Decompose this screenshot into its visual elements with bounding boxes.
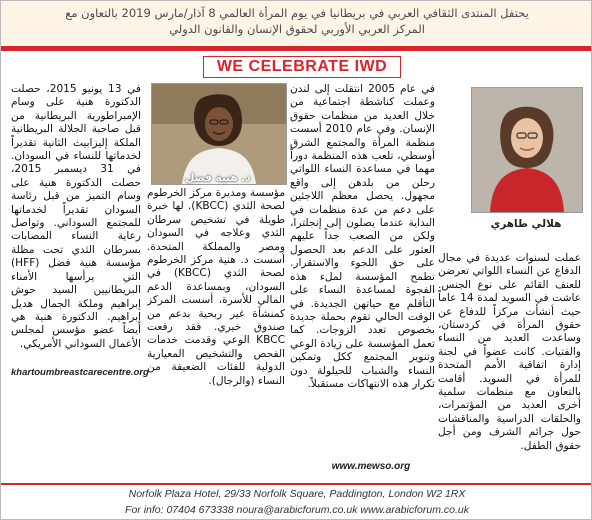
profile-photo-helaly bbox=[471, 87, 583, 213]
portrait-image bbox=[472, 88, 582, 212]
footer-address: Norfolk Plaza Hotel, 29/33 Norfolk Square, Paddington, London W2 1RX bbox=[128, 488, 466, 500]
header-banner bbox=[1, 1, 592, 45]
profile2-source: khartoumbreastcarecentre.org bbox=[11, 367, 149, 378]
profile1-name: هلالي طاهري bbox=[490, 218, 562, 230]
accent-bar bbox=[1, 46, 592, 51]
profile2-name: د. هنية فضل bbox=[185, 172, 251, 184]
profile1-bio-left: في عام 2005 انتقلت إلى لندن وعملت كناشطة اجتماعية من خلال العديد من منظمات حقوق الإنسان. وفي عام 2010 أسست منظمة المرأة والمجتمع الشرق أوسطي، تلعب هذه المنظمة دوراً مهما في مساعدة النساء اللواتي رحلن من بلدهن إلى واقع مجهول. يحصل معظم اللاجئين على دعم من عدة منظمات في البداية عندما يصلون إلى إنجلترا، ولكن من الصعب جداً عليهم العثور على الدعم بعد الحصول على حق اللجوء والاستقرار. تطمح المؤسسة لملء هذه الفجوة لمساعدة النساء على التأقلم مع حياتهن الجديدة. في الوقت الحالي تقوم بحملة جديدة بخصوص تعدد الزوجات. كما تعمل المؤسسة على زيادة الوعي وتنوير المجتمع ككل وتمكين النساء والشباب للحيلولة دون تكرار هذه الانتهاكات مستقبلاً. bbox=[290, 83, 435, 390]
profile-photo-hania bbox=[151, 83, 287, 185]
profile2-bio-center: مؤسسة ومديرة مركز الخرطوم لصحة الثدي (KBCC). لها خبرة طويلة في تشخيص سرطان الثدي وعلاجه في السودان ومصر والمملكة المتحدة. أسست د. هنية مركز الخرطوم لصحة الثدي (KBCC) في السودان، وبمساعدة الدعم المالي للأسرة، أسست المركز كمنشأة غير ربحية بدعم من صندوق خيري. فقد رفعت KBCC الوعي وقدمت خدمات الفحص والتشخيص المعيارية الدولية للفئات الضعيفة من النساء (والرجال). bbox=[147, 187, 285, 387]
profile2-bio-left: في 13 يونيو 2015، حصلت الدكتورة هنية على وسام الإمبراطورية البريطانية من قبل صاحبة الجلالة البريطانية الملكة إليزابيث الثانية تقديراً لخدماتها للنساء في السودان. في 31 ديسمبر 2015، حصلت الدكتورة هنية على وسام التميز من قبل رئاسة السودان تقديراً لخدماتها للمجتمع السوداني. وتواصل رعاية النساء المصابات بسرطان الثدي تحت مظلة مؤسسة هنية فضل (HFF) التي يرأسها الأمناء البريطانيين السيد حوش إبراهيم وملكة الجمال هديل إبراهيم. الدكتورة هنية هي أيضاً عضو مؤسس لمجلس الأعمال السوداني الأمريكي. bbox=[11, 83, 141, 350]
portrait-image bbox=[152, 84, 286, 184]
celebrate-title: WE CELEBRATE IWD bbox=[216, 58, 388, 75]
profile1-bio-right: عملت لسنوات عديدة في مجال الدفاع عن النساء اللواتي تعرضن للعنف القائم على نوع الجنس. عاشت في السويد لمدة 14 عاماً حيث أنشأت مركزاً للدفاع عن حقوق المرأة في كردستان، وساعدت العديد من النساء والفتيات. كانت عضواً في لجنة إدارة اتفاقية الأمم المتحدة للمرأة في السويد. أقامت بالتعاون مع منظمات سلمية أخرى العديد من المؤتمرات، والحلقات الدراسية والمناقشات حول جرائم الشرف ومن أجل حقوق الطفل. bbox=[438, 252, 581, 452]
footer bbox=[1, 483, 592, 520]
celebrate-banner bbox=[1, 53, 592, 81]
header-line-1: يحتفل المنتدى الثقافي العربي في بريطانيا في يوم المرأة العالمي 8 آذار/مارس 2019 بالتعاون مع bbox=[65, 6, 529, 20]
footer-contact: For info: 07404 673338 noura@arabicforum.co.uk www.arabicforum.co.uk bbox=[125, 504, 469, 516]
profile1-source: www.mewso.org bbox=[331, 461, 411, 472]
header-line-2: المركز العربي الأوربي لحقوق الإنسان والقانون الدولي bbox=[169, 22, 425, 36]
